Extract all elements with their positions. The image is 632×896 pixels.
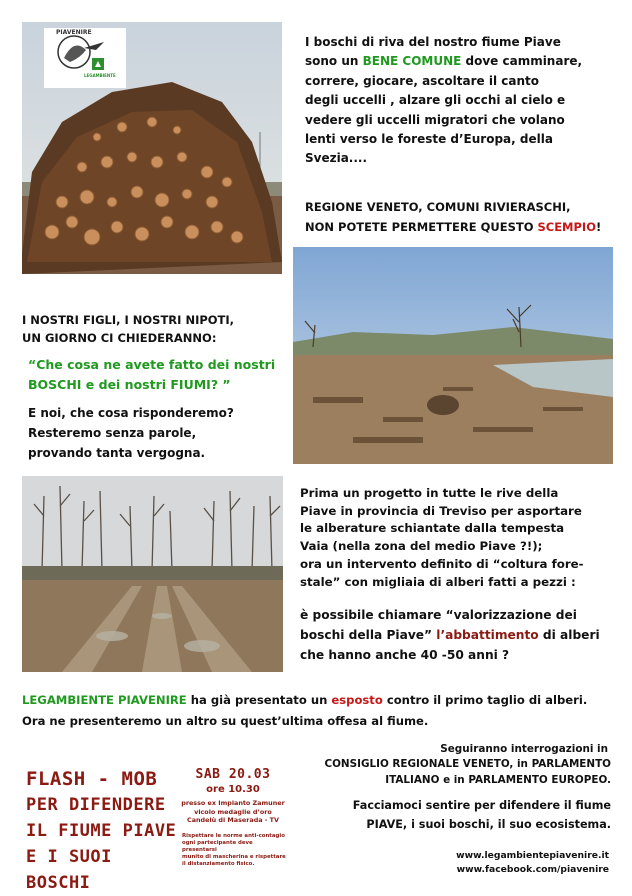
answer-line-2: Resteremo senza parole, <box>28 426 197 440</box>
flashmob-line-3: IL FIUME PIAVE <box>26 821 177 841</box>
figli-answer <box>28 403 293 463</box>
event-time: ore 10.30 <box>206 784 260 795</box>
event-note-1: Rispettare le norme anti-contagio <box>182 832 285 839</box>
legambiente-line-2: Ora ne presenteremo un altro su quest’ultima offesa al fiume. <box>22 714 429 728</box>
interrogazioni-line-1: Seguiranno interrogazioni in <box>440 743 608 755</box>
progetto-line-9: che hanno anche 40 -50 anni ? <box>300 648 510 662</box>
event-place-2: vicolo medaglie d’oro <box>194 807 272 816</box>
answer-line-1: E noi, che cosa risponderemo? <box>28 406 234 420</box>
interrogazioni-line-2: CONSIGLIO REGIONALE VENETO, in PARLAMENTO <box>324 758 611 771</box>
quote-line-2: BOSCHI e dei nostri FIUMI? ” <box>28 377 231 392</box>
interrogazioni-text <box>296 742 611 788</box>
quote-line-1: “Che cosa ne avete fatto dei nostri <box>28 357 276 372</box>
intro-line-4: degli uccelli , alzare gli occhi al cielo e <box>305 93 566 108</box>
figli-line-1: I NOSTRI FIGLI, I NOSTRI NIPOTI, <box>22 313 235 327</box>
legambiente-line-1: LEGAMBIENTE PIAVENIRE ha già presentato un esposto contro il primo taglio di alberi. <box>22 693 588 707</box>
figli-quote <box>28 355 293 395</box>
facciamoci-line-1: Facciamoci sentire per difendere il fiume <box>352 799 611 812</box>
progetto-line-1: Prima un progetto in tutte le rive della <box>300 486 559 500</box>
intro-line-7: Svezia.... <box>305 151 368 166</box>
figli-question <box>22 311 292 347</box>
flashmob-line-1: FLASH - MOB <box>26 768 158 790</box>
progetto-line-6: stale” con migliaia di alberi fatti a pezzi : <box>300 574 576 589</box>
regione-text <box>305 197 625 237</box>
event-note-2: ogni partecipante deve presentarsi <box>182 839 253 853</box>
regione-line-2: NON POTETE PERMETTERE QUESTO SCEMPIO! <box>305 220 602 234</box>
intro-line-1: I boschi di riva del nostro fiume Piave <box>305 35 561 49</box>
figli-line-2: UN GIORNO CI CHIEDERANNO: <box>22 331 217 345</box>
photo-cleared-riverbank <box>293 247 613 464</box>
facebook-link[interactable]: www.facebook.com/piavenire <box>456 864 609 875</box>
photo-muddy-track <box>22 476 283 672</box>
intro-line-5: vedere gli uccelli migratori che volano <box>305 112 565 127</box>
esposto-highlight: esposto <box>331 693 383 707</box>
regione-line-1: REGIONE VENETO, COMUNI RIVIERASCHI, <box>305 200 571 214</box>
logo-name: PIAVENIRE <box>56 29 92 36</box>
intro-line-6: lenti verso le foreste d’Europa, della <box>305 132 553 147</box>
intro-text <box>305 33 613 169</box>
bene-comune-highlight: BENE COMUNE <box>362 54 462 69</box>
logo <box>44 28 126 88</box>
event-place-1: presso ex Impianto Zamuner <box>181 799 285 807</box>
progetto-line-8: boschi della Piave” l’abbattimento di alberi <box>300 628 600 642</box>
scempio-highlight: SCEMPIO <box>537 220 596 234</box>
progetto-line-7: è possibile chiamare “valorizzazione dei <box>300 608 577 622</box>
progetto-text <box>300 485 613 591</box>
logo-sub: LEGAMBIENTE <box>84 73 116 78</box>
progetto-line-5: ora un intervento definito di “coltura fore- <box>300 556 584 571</box>
event-details <box>178 766 288 868</box>
event-date: SAB 20.03 <box>195 767 271 782</box>
flashmob-title <box>26 766 186 896</box>
intro-line-2: sono un BENE COMUNE dove camminare, <box>305 54 583 69</box>
flashmob-line-4: E I SUOI BOSCHI <box>26 847 112 893</box>
intro-line-3: correre, giocare, ascoltare il canto <box>305 73 539 88</box>
interrogazioni-line-3: ITALIANO e in PARLAMENTO EUROPEO. <box>385 773 611 786</box>
progetto-question <box>300 605 613 665</box>
event-note-3: munito di mascherina e rispettare <box>182 853 286 860</box>
answer-line-3: provando tanta vergogna. <box>28 446 206 460</box>
website-link[interactable]: www.legambientepiavenire.it <box>456 850 609 861</box>
progetto-line-2: Piave in provincia di Treviso per asportare <box>300 503 582 518</box>
abbattimento-highlight: l’abbattimento <box>436 628 539 642</box>
event-place-3: Candelù di Maserada - TV <box>187 816 279 825</box>
flashmob-line-2: PER DIFENDERE <box>26 795 166 815</box>
legambiente-statement <box>22 690 622 732</box>
web-links <box>420 849 609 877</box>
facciamoci-text <box>296 796 611 834</box>
facciamoci-line-2: PIAVE, i suoi boschi, il suo ecosistema. <box>366 818 611 831</box>
progetto-line-4: Vaia (nella zona del medio Piave ?!); <box>300 539 543 554</box>
org-name: LEGAMBIENTE PIAVENIRE <box>22 693 187 707</box>
progetto-line-3: le alberature schiantate dalla tempesta <box>300 521 565 536</box>
event-note-4: il distanziamento fisico. <box>182 860 255 867</box>
